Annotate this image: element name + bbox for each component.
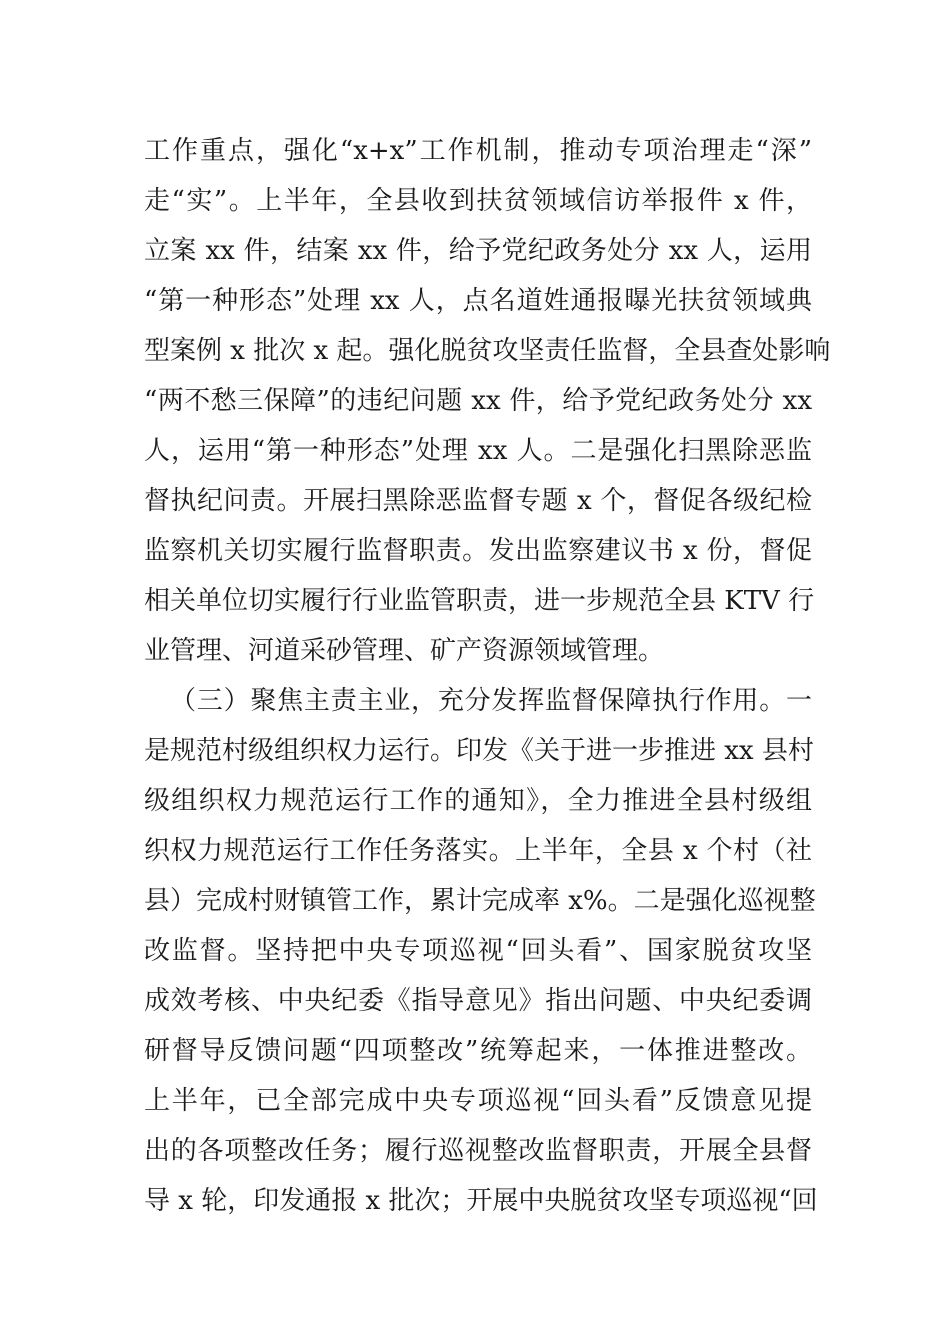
text-line: 改监督。坚持把中央专项巡视“回头看”、国家脱贫攻坚 (144, 936, 812, 966)
text-line: 成效考核、中央纪委《指导意见》指出问题、中央纪委调 (144, 986, 812, 1016)
text-line: 导 x 轮，印发通报 x 批次；开展中央脱贫攻坚专项巡视“回 (144, 1186, 818, 1216)
text-line: 走“实”。上半年，全县收到扶贫领域信访举报件 x 件， (144, 186, 812, 216)
text-line: 监察机关切实履行监督职责。发出监察建议书 x 份，督促 (144, 536, 812, 566)
text-line: 督执纪问责。开展扫黑除恶监督专题 x 个，督促各级纪检 (144, 486, 812, 516)
text-line: “第一种形态”处理 xx 人，点名道姓通报曝光扶贫领域典 (144, 286, 812, 316)
paragraph-end-line: 业管理、河道采砂管理、矿产资源领域管理。 (144, 636, 665, 666)
text-line: 工作重点，强化“x+x”工作机制，推动专项治理走“深” (144, 136, 812, 166)
text-line: 人，运用“第一种形态”处理 xx 人。二是强化扫黑除恶监 (144, 436, 812, 466)
text-line: 相关单位切实履行行业监管职责，进一步规范全县 KTV 行 (144, 586, 815, 616)
text-line: “两不愁三保障”的违纪问题 xx 件，给予党纪政务处分 xx (144, 386, 812, 416)
section-heading-line: （三）聚焦主责主业，充分发挥监督保障执行作用。一 (170, 686, 812, 716)
text-line: 型案例 x 批次 x 起。强化脱贫攻坚责任监督，全县查处影响 (144, 336, 831, 366)
text-line: 级组织权力规范运行工作的通知》，全力推进全县村级组 (144, 786, 812, 816)
text-line: 县）完成村财镇管工作，累计完成率 x%。二是强化巡视整 (144, 886, 816, 916)
text-line: 立案 xx 件，结案 xx 件，给予党纪政务处分 xx 人，运用 (144, 236, 812, 266)
text-line: 上半年，已全部完成中央专项巡视“回头看”反馈意见提 (144, 1086, 812, 1116)
text-line: 研督导反馈问题“四项整改”统筹起来，一体推进整改。 (144, 1036, 812, 1066)
document-body (144, 126, 831, 1226)
text-line: 是规范村级组织权力运行。印发《关于进一步推进 xx 县村 (144, 736, 814, 766)
text-line: 织权力规范运行工作任务落实。上半年，全县 x 个村（社 (144, 836, 812, 866)
text-line: 出的各项整改任务；履行巡视整改监督职责，开展全县督 (144, 1136, 812, 1166)
